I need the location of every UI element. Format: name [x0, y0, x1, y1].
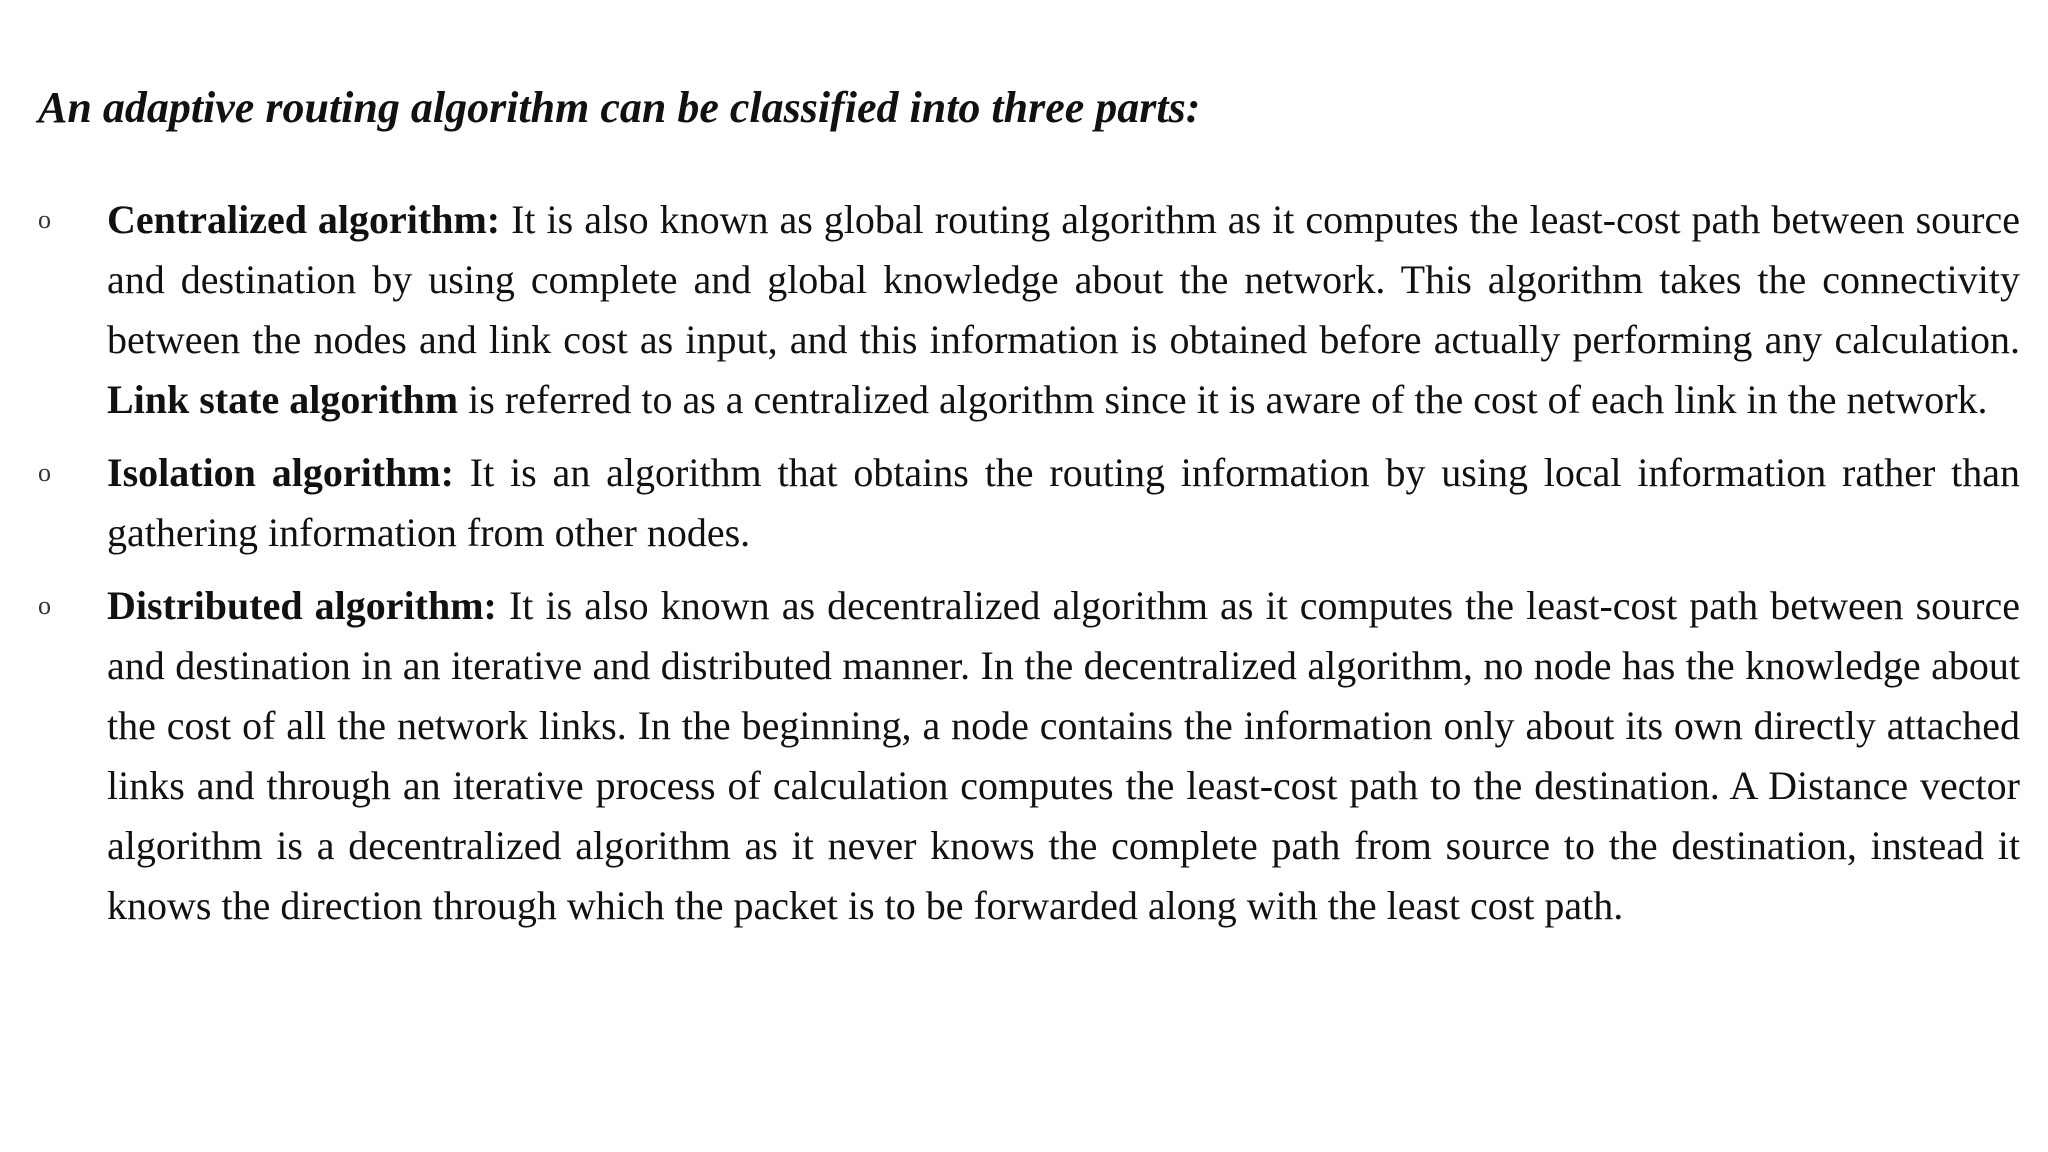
bullet-circle-icon: o	[38, 458, 51, 487]
term-centralized: Centralized algorithm:	[107, 197, 501, 242]
algorithm-list	[0, 190, 2048, 949]
list-item-centralized	[0, 190, 2020, 430]
list-item-distributed	[0, 576, 2020, 936]
bullet-circle-icon: o	[38, 591, 51, 620]
bullet-circle-icon: o	[38, 205, 51, 234]
term-distributed: Distributed algorithm:	[107, 583, 497, 628]
link-state-term: Link state algorithm	[107, 377, 459, 422]
description-isolation: It is an algorithm that obtains the routing information by using local information rather than gathering information from other nodes.	[107, 450, 2020, 555]
section-heading: An adaptive routing algorithm can be classified into three parts:	[38, 83, 1201, 132]
term-isolation: Isolation algorithm:	[107, 450, 454, 495]
list-item-isolation	[0, 443, 2020, 563]
description-centralized-part2: is referred to as a centralized algorithm since it is aware of the cost of each link in the network.	[458, 377, 1988, 422]
description-distributed: It is also known as decentralized algorithm as it computes the least-cost path between source and destination in an iterative and distributed manner. In the decentralized algorithm, no node has the knowledge about the cost of all the network links. In the beginning, a node contains the information only about its own directly attached links and through an iterative process of calculation computes the least-cost path to the destination. A Distance vector algorithm is a decentralized algorithm as it never knows the complete path from source to the destination, instead it knows the direction through which the packet is to be forwarded along with the least cost path.	[107, 583, 2020, 928]
description-centralized-part1: It is also known as global routing algorithm as it computes the least-cost path between source and destination by using complete and global knowledge about the network. This algorithm takes the connectivity between the nodes and link cost as input, and this information is obtained before actually performing any calculation.	[107, 197, 2020, 362]
